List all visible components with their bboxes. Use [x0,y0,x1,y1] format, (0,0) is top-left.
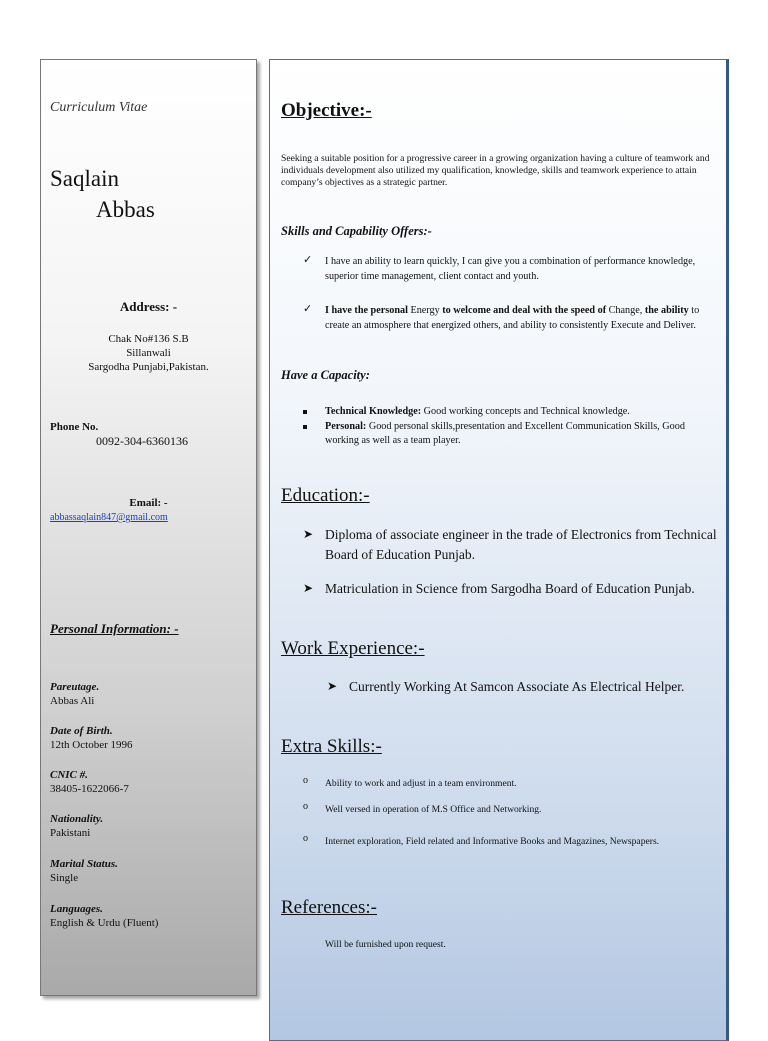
skill-text: to create an atmosphere that energized others, and ability to consistently Execute and Deliver. [325,305,700,331]
circle-bullet-icon: o [303,833,308,844]
skill-item: I have an ability to learn quickly, I can give you a combination of performance knowledge, superior time management, client contact and youth. [325,256,696,282]
skill-item [325,303,721,333]
skill-bold: I have the personal [325,305,408,316]
references-heading: References:- [281,897,377,918]
arrow-bullet-icon: ➤ [303,581,314,595]
personal-value: Abbas Ali [50,695,95,707]
personal-label: Nationality. [50,813,104,825]
arrow-bullet-icon: ➤ [303,527,314,541]
square-bullet-icon [303,410,307,414]
sidebar [40,59,257,996]
arrow-bullet-icon: ➤ [327,679,338,693]
personal-label: Marital Status. [50,858,118,870]
extra-skills-heading: Extra Skills:- [281,736,382,757]
email-link[interactable]: abbassaqlain847@gmail.com [50,512,168,523]
capacity-label: Personal: [325,421,367,432]
capacity-text: Good personal skills,presentation and Excellent Communication Skills, Good working as well as a team player. [325,421,685,446]
address-line: Sargodha Punjabi,Pakistan. [88,361,209,373]
work-heading: Work Experience:- [281,638,425,659]
check-icon: ✓ [303,303,313,315]
phone-heading: Phone No. [50,421,99,433]
personal-label: Languages. [50,903,103,915]
circle-bullet-icon: o [303,801,308,812]
address-line: Sillanwali [126,347,171,359]
cv-label: Curriculum Vitae [50,100,148,115]
skill-bold: to welcome and deal with the speed of [442,305,607,316]
square-bullet-icon [303,425,307,429]
personal-label: Date of Birth. [50,725,113,737]
personal-label: Pareutage. [50,681,100,693]
personal-value: 38405-1622066-7 [50,783,129,795]
personal-value: Single [50,872,79,884]
extra-skill-item: Ability to work and adjust in a team environment. [325,778,517,789]
address-line: Chak No#136 S.B [108,333,189,345]
education-item: Matriculation in Science from Sargodha Board of Education Punjab. [325,581,695,596]
skill-bold: the ability [644,305,689,316]
email-heading: Email: - [129,497,168,509]
phone-number: 0092-304-6360136 [96,434,188,448]
capacity-item [325,420,721,448]
capacity-text: Good working concepts and Technical knowledge. [421,406,630,417]
personal-value: Pakistani [50,827,91,839]
personal-value: English & Urdu (Fluent) [50,917,159,929]
personal-value: 12th October 1996 [50,739,133,751]
address-heading: Address: - [119,299,178,314]
skills-heading: Skills and Capability Offers:- [281,224,432,238]
objective-text: Seeking a suitable position for a progressive career in a growing organization having a culture of teamwork and individuals development also utilized my qualification, knowledge, skills and teamwork experience to attain company’s objectives as a strategic partner. [281,153,710,188]
education-item: Diploma of associate engineer in the trade of Electronics from Technical Board of Education Punjab. [325,527,717,562]
capacity-heading: Have a Capacity: [281,368,370,382]
extra-skill-item: Well versed in operation of M.S Office and Networking. [325,804,542,815]
capacity-label: Technical Knowledge: [325,406,422,417]
extra-skill-item: Internet exploration, Field related and Informative Books and Magazines, Newspapers. [325,836,660,847]
personal-info-heading: Personal Information: - [50,621,179,636]
work-item: Currently Working At Samcon Associate As Electrical Helper. [349,679,685,694]
last-name: Abbas [96,197,155,222]
references-text: Will be furnished upon request. [325,939,446,950]
circle-bullet-icon: o [303,775,308,786]
personal-label: CNIC #. [50,769,88,781]
skill-text: Change, [606,305,645,316]
objective-heading: Objective:- [281,100,372,121]
check-icon: ✓ [303,254,313,266]
education-heading: Education:- [281,485,370,506]
main-panel [269,59,729,1041]
skill-text: Energy [407,305,443,316]
capacity-item [325,405,721,419]
first-name: Saqlain [50,166,119,191]
